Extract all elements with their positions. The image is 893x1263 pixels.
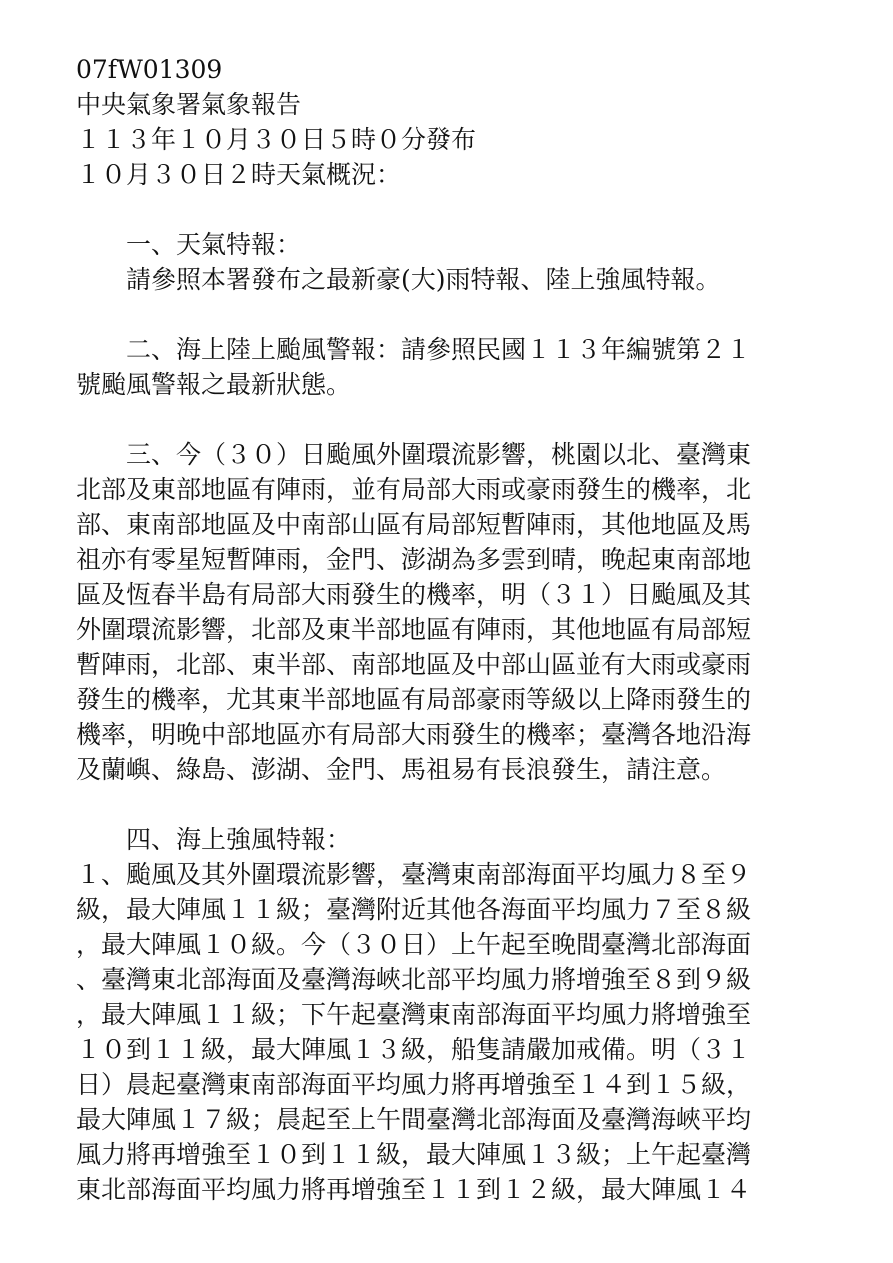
section-line: 發生的機率，尤其東半部地區有局部豪雨等級以上降雨發生的 [76, 685, 752, 714]
section-line: １０到１１級，最大陣風１３級，船隻請嚴加戒備。明（３１ [76, 1035, 752, 1064]
section-line: 區及恆春半島有局部大雨發生的機率，明（３１）日颱風及其 [76, 580, 752, 609]
spacer [76, 402, 816, 437]
section-line: 號颱風警報之最新狀態。 [76, 370, 352, 399]
section-line: 祖亦有零星短暫陣雨，金門、澎湖為多雲到晴，晚起東南部地 [76, 545, 752, 574]
section-line: 三、今（３０）日颱風外圍環流影響，桃園以北、臺灣東 [76, 440, 752, 469]
document-id: 07fW01309 [76, 55, 223, 84]
section-line: 風力將再增強至１０到１１級，最大陣風１３級；上午起臺灣 [76, 1140, 752, 1169]
section-line: 請參照本署發布之最新豪(大)雨特報、陸上強風特報。 [76, 265, 721, 294]
section-line: 一、天氣特報： [76, 230, 302, 259]
section-marine-wind-advisory [76, 822, 816, 1207]
summary-heading: １０月３０日２時天氣概況： [76, 160, 402, 189]
weather-report-document [76, 52, 816, 1207]
section-line: 二、海上陸上颱風警報：請參照民國１１３年編號第２１ [76, 335, 752, 364]
section-typhoon-warning [76, 332, 816, 402]
section-line: 日）晨起臺灣東南部海面平均風力將再增強至１４到１５級， [76, 1070, 752, 1099]
section-weather-advisory [76, 227, 816, 297]
section-line: 、臺灣東北部海面及臺灣海峽北部平均風力將增強至８到９級 [76, 965, 752, 994]
section-line: 機率，明晚中部地區亦有局部大雨發生的機率；臺灣各地沿海 [76, 720, 752, 749]
section-line: 最大陣風１７級；晨起至上午間臺灣北部海面及臺灣海峽平均 [76, 1105, 752, 1134]
section-line: 及蘭嶼、綠島、澎湖、金門、馬祖易有長浪發生，請注意。 [76, 755, 727, 784]
section-line: ，最大陣風１０級。今（３０日）上午起至晚間臺灣北部海面 [76, 930, 752, 959]
issuer-title: 中央氣象署氣象報告 [76, 90, 302, 119]
section-line: 暫陣雨，北部、東半部、南部地區及中部山區並有大雨或豪雨 [76, 650, 752, 679]
section-line: ，最大陣風１１級；下午起臺灣東南部海面平均風力將增強至 [76, 1000, 752, 1029]
section-forecast [76, 437, 816, 787]
section-line: 部、東南部地區及中南部山區有局部短暫陣雨，其他地區及馬 [76, 510, 752, 539]
spacer [76, 297, 816, 332]
spacer [76, 787, 816, 822]
section-line: 外圍環流影響，北部及東半部地區有陣雨，其他地區有局部短 [76, 615, 752, 644]
section-line: 北部及東部地區有陣雨，並有局部大雨或豪雨發生的機率，北 [76, 475, 752, 504]
issue-time: １１３年１０月３０日５時０分發布 [76, 125, 477, 154]
section-line: 東北部海面平均風力將再增強至１１到１２級，最大陣風１４ [76, 1175, 752, 1204]
section-line: 四、海上強風特報： [76, 825, 352, 854]
section-line: 級，最大陣風１１級；臺灣附近其他各海面平均風力７至８級 [76, 895, 752, 924]
spacer [76, 192, 816, 227]
section-line: １、颱風及其外圍環流影響，臺灣東南部海面平均風力８至９ [76, 860, 752, 889]
